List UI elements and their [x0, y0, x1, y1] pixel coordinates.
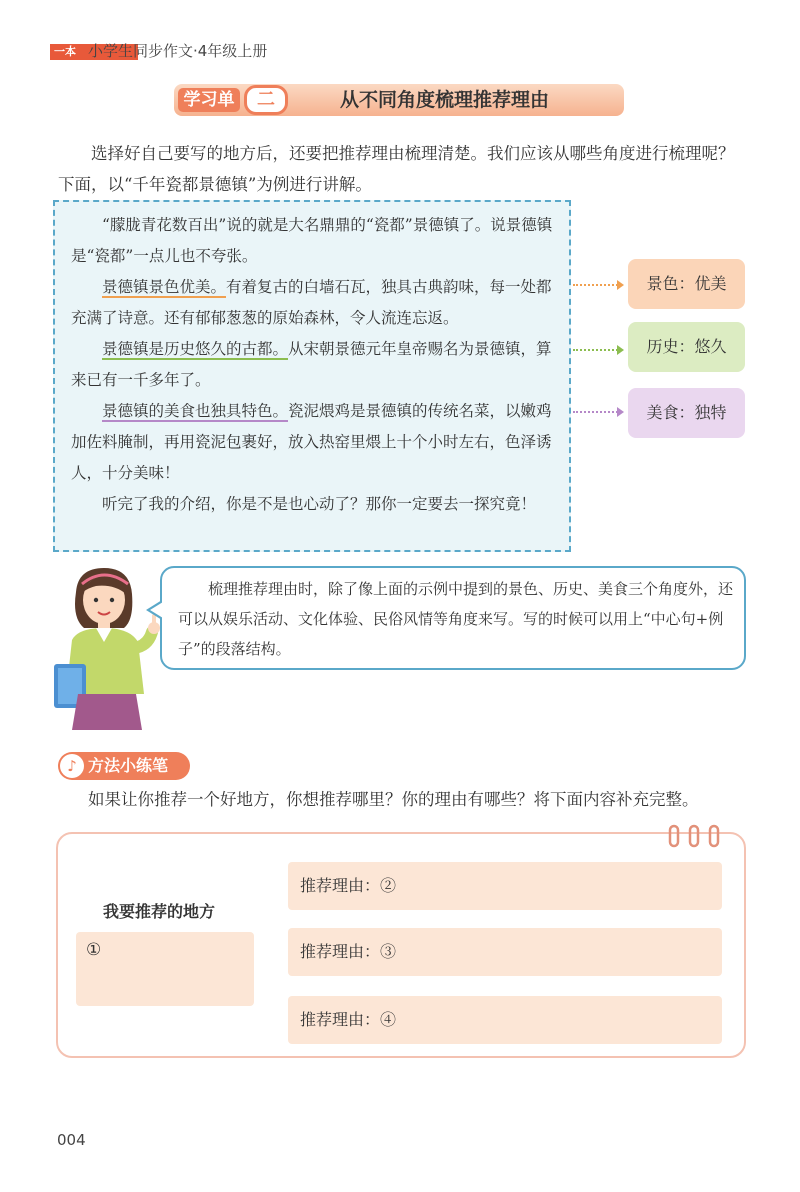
example-paragraph-4-body: 瓷泥煨鸡是景德镇的传统名菜，以嫩鸡加佐料腌制，再用瓷泥包裹好，放入热窑里煨上十个小时左右，色泽诱人，十分美味！	[71, 402, 552, 482]
arrow-right-icon	[573, 284, 618, 286]
page-number: 004	[57, 1131, 86, 1149]
place-number: ①	[86, 940, 102, 960]
arrow-right-icon	[573, 411, 618, 413]
place-label: 我要推荐的地方	[103, 902, 216, 921]
example-box	[53, 200, 571, 552]
speech-bubble-tail-inner	[150, 602, 163, 618]
section-title: 从不同角度梳理推荐理由	[340, 89, 550, 111]
tag-food: 美食：独特	[628, 388, 745, 438]
binder-rings-icon	[666, 824, 726, 850]
practice-instruction: 如果让你推荐一个好地方，你想推荐哪里？你的理由有哪些？将下面内容补充完整。	[88, 790, 699, 809]
example-paragraph-2-body: 有着复古的白墙石瓦，独具古典韵味，每一处都充满了诗意。还有郁郁葱葱的原始森林，令人流连忘返。	[71, 278, 552, 327]
example-paragraph-3-body: 从宋朝景德元年皇帝赐名为景德镇，算来已有一千多年了。	[71, 340, 552, 389]
example-paragraph-1: “朦胧青花数百出”说的就是大名鼎鼎的“瓷都”景德镇了。说景德镇是“瓷都”一点儿也不夸张。	[71, 216, 553, 265]
intro-paragraph: 选择好自己要写的地方后，还要把推荐理由梳理清楚。我们应该从哪些角度进行梳理呢？下面，以“千年瓷都景德镇”为例进行讲解。	[58, 144, 735, 194]
book-title: 小学生同步作文·4年级上册	[88, 42, 268, 60]
arrow-right-icon	[573, 349, 618, 351]
place-input[interactable]	[76, 932, 254, 1006]
teacher-illustration	[48, 562, 168, 730]
key-sentence-food: 景德镇的美食也独具特色。	[102, 402, 289, 420]
example-paragraph-5: 听完了我的介绍，你是不是也心动了？那你一定要去一探究竟！	[102, 495, 537, 513]
reason-input-3[interactable]	[288, 996, 722, 1044]
teacher-tip: 梳理推荐理由时，除了像上面的示例中提到的景色、历史、美食三个角度外，还可以从娱乐活动、文化体验、民俗风情等角度来写。写的时候可以用上“中心句+例子”的段落结构。	[178, 580, 734, 658]
tag-history: 历史：悠久	[628, 322, 745, 372]
example-paragraph-4	[71, 396, 557, 489]
reason-input-1[interactable]	[288, 862, 722, 910]
banner-tag: 学习单	[178, 88, 240, 112]
example-paragraph-3	[71, 334, 557, 396]
reason-label-1: 推荐理由：②	[300, 876, 397, 895]
brand-logo: 一本	[54, 45, 76, 58]
key-sentence-scenery: 景德镇景色优美。	[102, 278, 227, 296]
key-sentence-history: 景德镇是历史悠久的古都。	[102, 340, 289, 358]
reason-input-2[interactable]	[288, 928, 722, 976]
example-paragraph-2	[71, 272, 557, 334]
reason-label-2: 推荐理由：③	[300, 942, 397, 961]
banner-number: 二	[244, 85, 288, 115]
reason-label-3: 推荐理由：④	[300, 1010, 397, 1029]
pen-icon: ♪	[60, 754, 84, 778]
method-label: 方法小练笔	[88, 756, 169, 775]
tag-scenery: 景色：优美	[628, 259, 745, 309]
